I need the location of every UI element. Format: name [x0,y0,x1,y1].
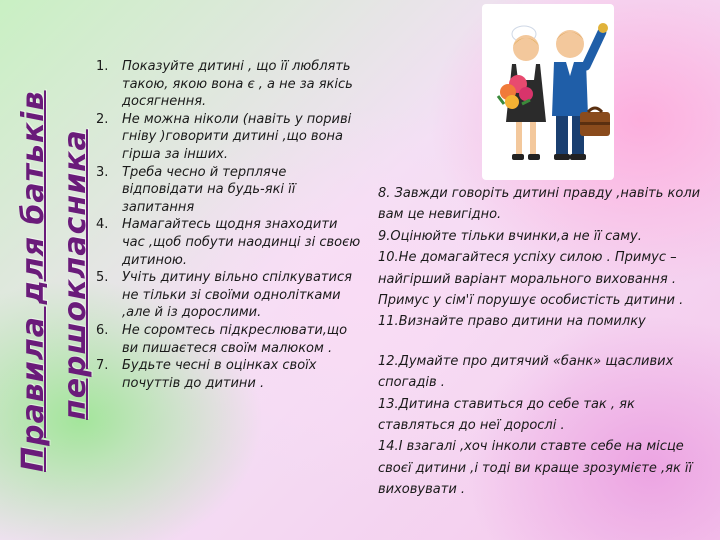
girl-head [513,35,539,61]
schoolchildren-illustration [482,4,614,180]
list-item: 4. Намагайтесь щодня знаходити час ,щоб побути наодинці зі своєю дитиною. [96,217,361,268]
rule-13: 13.Дитина ставиться до себе так , як ставляться до неї дорослі . [378,396,635,434]
rules-list-left [96,58,364,392]
bell-icon [598,23,608,33]
list-item: 5. Учіть дитину вільно спілкуватися не тільки зі своїми однолітками ,але й із дорослими. [96,270,352,321]
boy-head [556,30,584,58]
rules-list-right [378,183,708,501]
vertical-title [0,0,110,540]
rule-14: 14.І взагалі ,хоч інколи ставте себе на місце своєї дитини ,і тоді ви краще зрозумієте ,як її виховувати . [378,439,693,498]
rule-10: 10.Не домагайтеся успіху силою . Примус – найгірший варіант морального виховання . Примус у сім'ї порушує особистість дитини . [378,250,684,309]
rule-8: 8. Завжди говоріть дитині правду ,навіть коли вам це невигідно. [378,186,701,223]
list-item: 1. Показуйте дитині , що її люблять такою, якою вона є , а не за якісь досягнення. [96,59,353,110]
school-bag-icon [580,108,610,136]
list-item: 7. Будьте чесні в оцінках своїх почуттів до дитини . [96,358,317,391]
title-line-2: першокласника [58,129,93,420]
list-item: 3. Треба чесно й терпляче відповідати на будь-які її запитання [96,164,296,215]
list-item: 6. Не соромтесь підкреслювати,що ви пишаєтеся своїм малюком . [96,322,348,356]
spacer [378,333,708,351]
rule-9: 9.Оцінюйте тільки вчинки,а не її саму. [378,228,642,244]
list-item: 2. Не можна ніколи (навіть у пориві гніву )говорити дитині ,що вона гірша за інших. [96,111,352,162]
rule-12: 12.Думайте про дитячий «банк» щасливих спогадів . [378,353,674,391]
title-line-1: Правила для батьків [16,90,51,472]
rule-11: 11.Визнайте право дитини на помилку [378,314,646,330]
schoolchildren-icon [482,4,614,180]
